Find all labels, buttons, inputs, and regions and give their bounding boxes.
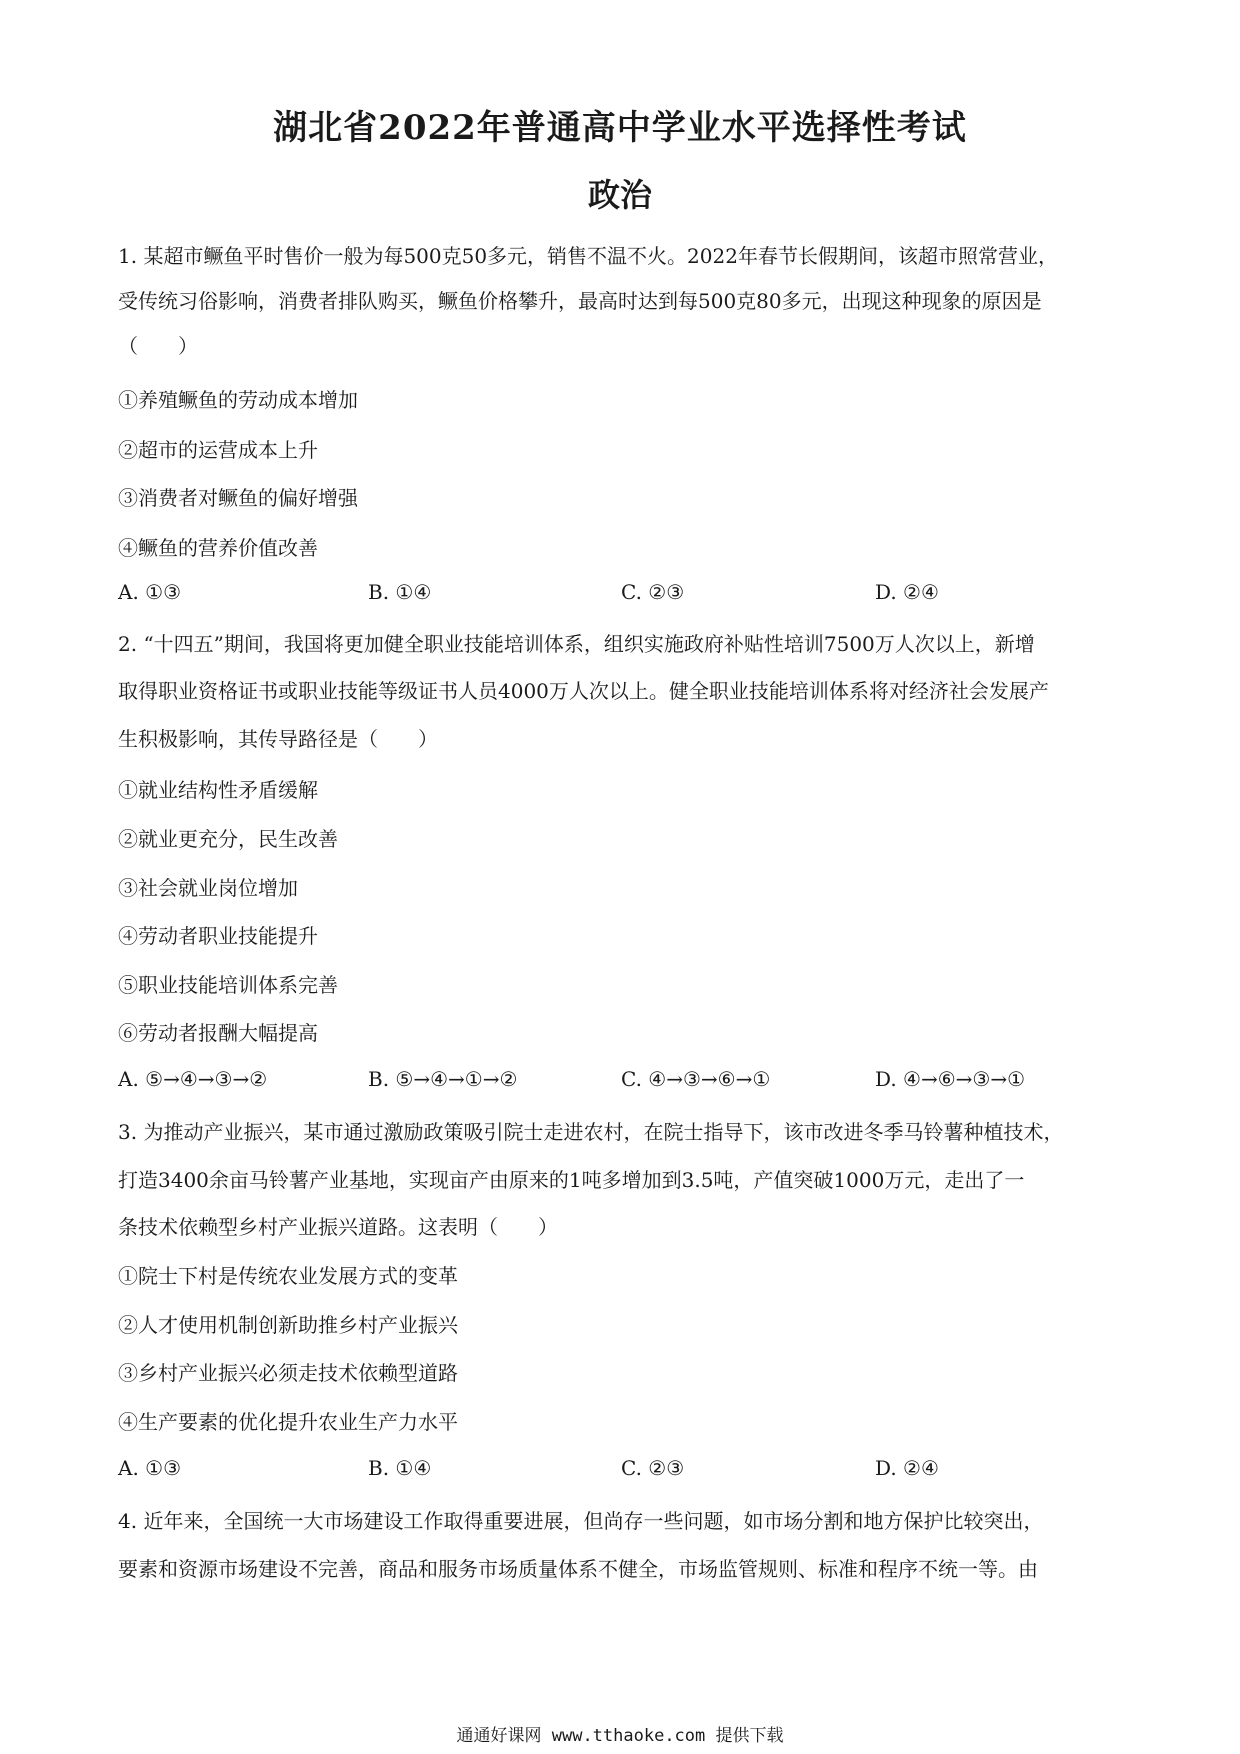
q4-stem-line-2: 要素和资源市场建设不完善，商品和服务市场质量体系不健全，市场监管规则、标准和程序不统一等。由 (118, 1557, 1038, 1581)
q1-stem-line-2: 受传统习俗影响，消费者排队购买，鳜鱼价格攀升，最高时达到每500克80多元，出现这种现象的原因是 (118, 289, 1042, 313)
q2-item-3: ③社会就业岗位增加 (118, 876, 298, 900)
q2-option-b: B. ⑤→④→①→② (368, 1067, 518, 1091)
q2-item-4: ④劳动者职业技能提升 (118, 924, 318, 948)
download-footer: 通通好课网 www.tthaoke.com 提供下载 (456, 1726, 784, 1746)
q3-option-b: B. ①④ (368, 1456, 432, 1480)
q1-item-2: ②超市的运营成本上升 (118, 438, 318, 462)
q3-option-a: A. ①③ (118, 1456, 182, 1480)
q1-item-4: ④鳜鱼的营养价值改善 (118, 536, 318, 560)
q1-option-d: D. ②④ (875, 580, 939, 604)
q1-option-a: A. ①③ (118, 580, 182, 604)
q2-option-d: D. ④→⑥→③→① (875, 1067, 1026, 1091)
q1-stem-line-3: （ ） (118, 334, 198, 358)
q3-option-d: D. ②④ (875, 1456, 939, 1480)
q2-item-5: ⑤职业技能培训体系完善 (118, 973, 338, 997)
q3-item-2: ②人才使用机制创新助推乡村产业振兴 (118, 1313, 458, 1337)
q3-item-1: ①院士下村是传统农业发展方式的变革 (118, 1264, 458, 1288)
q3-options (118, 1456, 1118, 1486)
q3-stem-line-3: 条技术依赖型乡村产业振兴道路。这表明（ ） (118, 1215, 558, 1239)
subject-title: 政治 (587, 176, 652, 214)
q2-option-a: A. ⑤→④→③→② (118, 1067, 268, 1091)
q2-item-2: ②就业更充分，民生改善 (118, 827, 338, 851)
q2-item-6: ⑥劳动者报酬大幅提高 (118, 1021, 318, 1045)
q2-stem-line-3: 生积极影响，其传导路径是（ ） (118, 727, 438, 751)
q3-stem-line-2: 打造3400余亩马铃薯产业基地，实现亩产由原来的1吨多增加到3.5吨，产值突破1000万元，走出了一 (118, 1168, 1025, 1192)
q2-options (118, 1067, 1118, 1097)
q3-item-3: ③乡村产业振兴必须走技术依赖型道路 (118, 1361, 458, 1385)
q1-option-b: B. ①④ (368, 580, 432, 604)
q1-option-c: C. ②③ (621, 580, 685, 604)
q1-item-1: ①养殖鳜鱼的劳动成本增加 (118, 388, 358, 412)
q4-stem-line-1: 4. 近年来，全国统一大市场建设工作取得重要进展，但尚存一些问题，如市场分割和地方保护比较突出， (118, 1509, 1044, 1533)
exam-title: 湖北省2022年普通高中学业水平选择性考试 (273, 108, 967, 148)
q2-item-1: ①就业结构性矛盾缓解 (118, 778, 318, 802)
q2-stem-line-2: 取得职业资格证书或职业技能等级证书人员4000万人次以上。健全职业技能培训体系将对经济社会发展产 (118, 679, 1049, 703)
q2-option-c: C. ④→③→⑥→① (621, 1067, 771, 1091)
q3-stem-line-1: 3. 为推动产业振兴，某市通过激励政策吸引院士走进农村，在院士指导下，该市改进冬季马铃薯种植技术， (118, 1120, 1064, 1144)
q1-stem-line-1: 1. 某超市鳜鱼平时售价一般为每500克50多元，销售不温不火。2022年春节长假期间，该超市照常营业， (118, 244, 1058, 268)
q3-option-c: C. ②③ (621, 1456, 685, 1480)
q2-stem-line-1: 2. “十四五”期间，我国将更加健全职业技能培训体系，组织实施政府补贴性培训7500万人次以上，新增 (118, 632, 1035, 656)
q3-item-4: ④生产要素的优化提升农业生产力水平 (118, 1410, 458, 1434)
q1-item-3: ③消费者对鳜鱼的偏好增强 (118, 486, 358, 510)
q1-options (118, 580, 1118, 610)
